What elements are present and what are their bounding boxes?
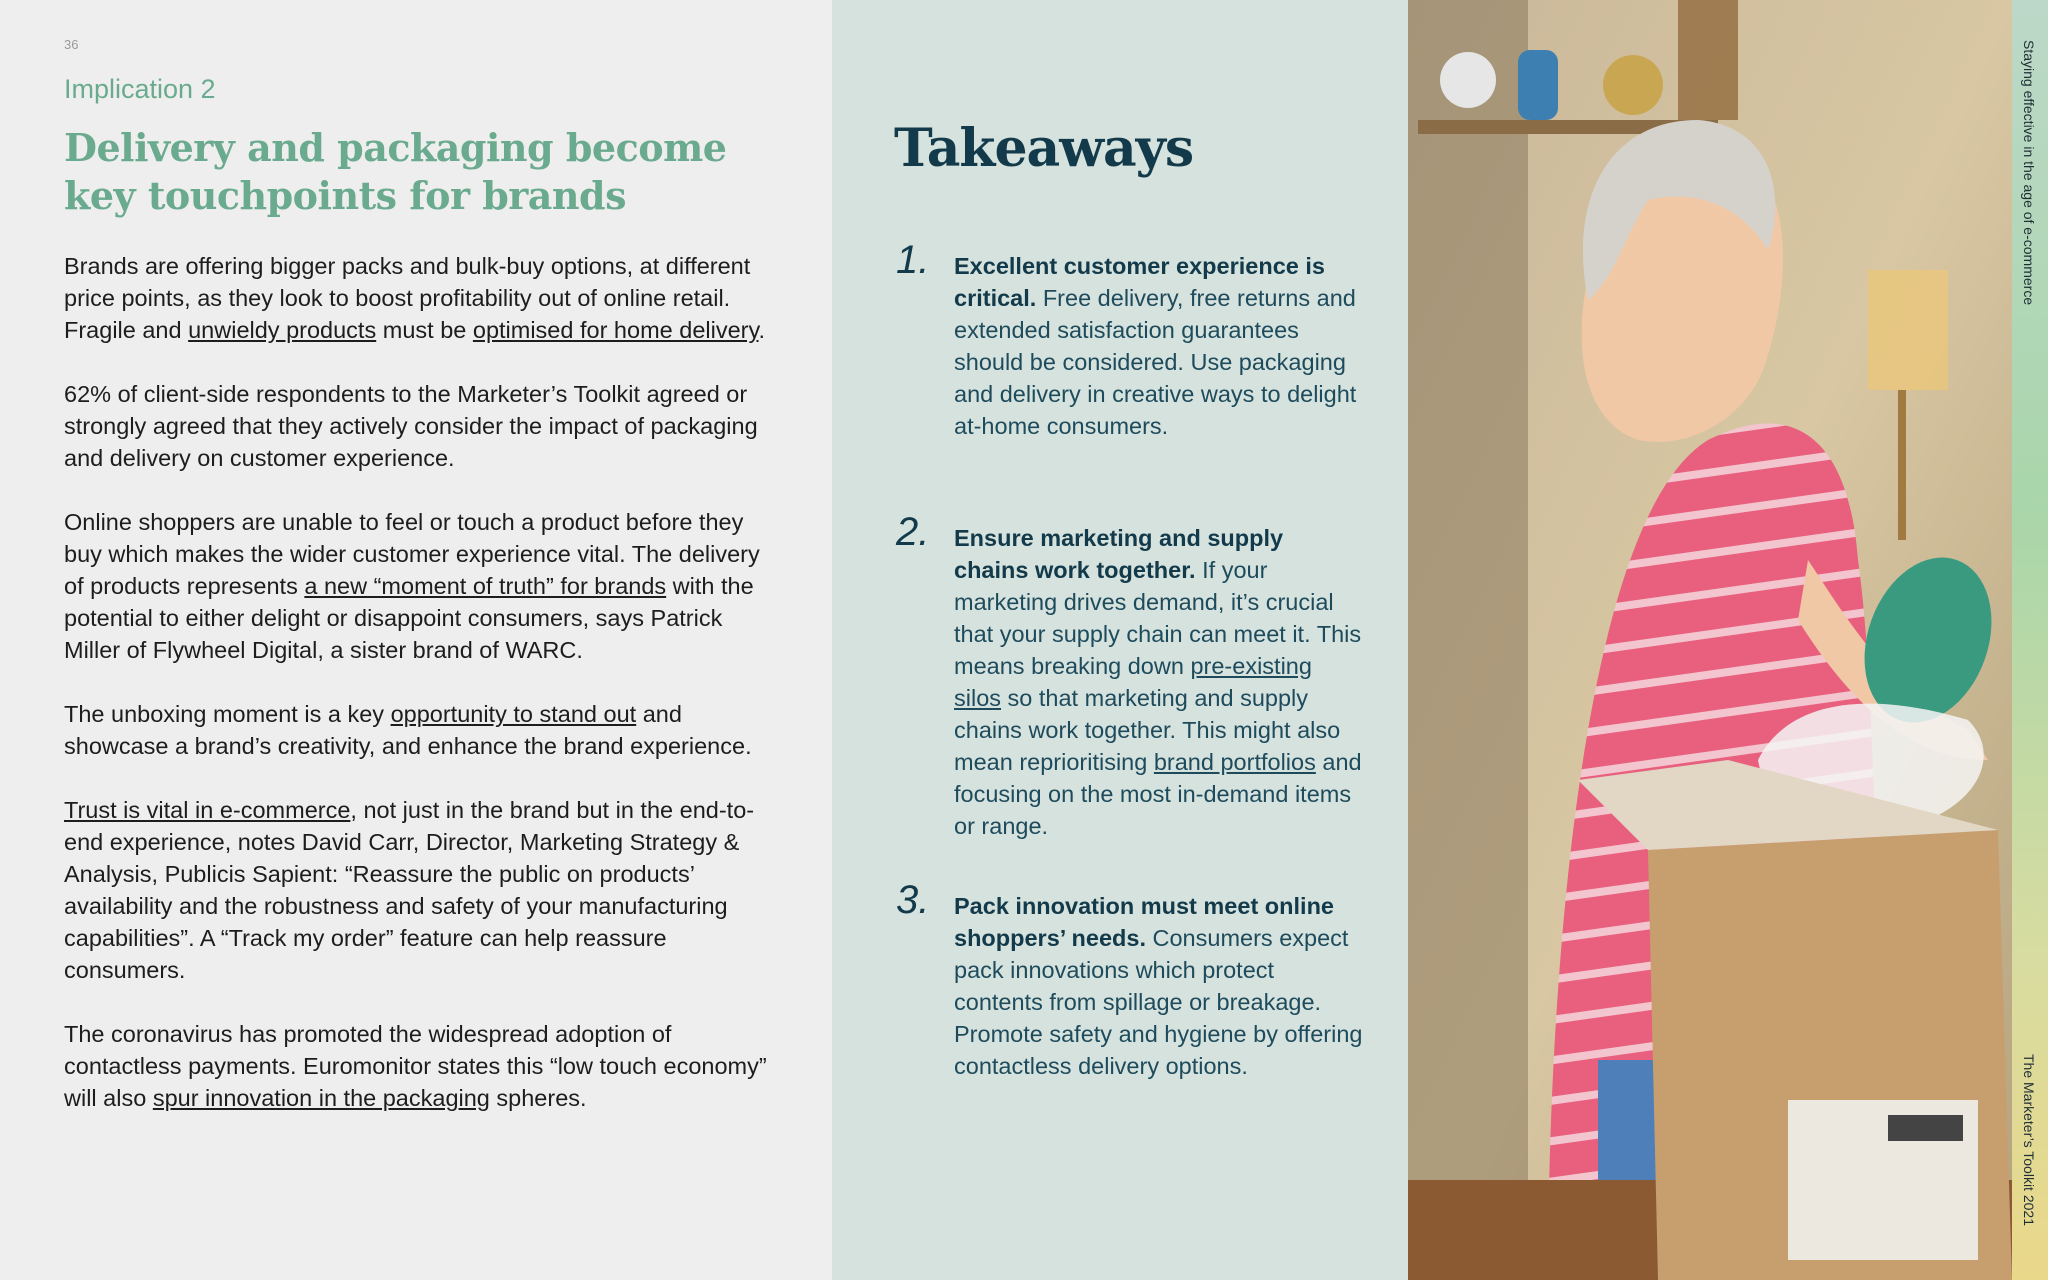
paragraph-text: with the potential to either delight or disappoint consumers, says Patrick Miller of Flywheel Digital, a sister brand of WARC. — [64, 573, 754, 663]
sidebar-bottom-text: The Marketer’s Toolkit 2021 — [2021, 1054, 2037, 1226]
paragraph-3 — [64, 506, 774, 666]
paragraph-text: . — [758, 317, 766, 343]
link-moment-of-truth[interactable]: a new “moment of truth” for brands — [304, 573, 667, 599]
takeaways-title: Takeaways — [894, 118, 1194, 179]
implication-label: Implication 2 — [64, 74, 216, 104]
paragraph-text: The coronavirus has promoted the widespread adoption of contactless payments. Euromonitor states this “low touch economy” will also — [64, 1021, 767, 1111]
takeaway-body: Free delivery, free returns and extended satisfaction guarantees should be considered. Use packaging and delivery in creative ways to delight at-home consumers. — [954, 285, 1357, 439]
takeaway-body: and focusing on the most in-demand items or range. — [954, 749, 1362, 839]
takeaway-number: 1. — [896, 238, 930, 282]
takeaway-body: so that marketing and supply chains work together. This might also mean reprioritising — [954, 685, 1341, 775]
paragraph-text: must be — [376, 317, 473, 343]
paragraph-5 — [64, 794, 774, 986]
takeaway-body: Consumers expect pack innovations which protect contents from spillage or breakage. Promote safety and hygiene by offering contactless delivery options. — [954, 925, 1363, 1079]
takeaway-heading: Excellent customer experience is critical. — [954, 253, 1325, 311]
link-spur-innovation[interactable]: spur innovation in the packaging — [152, 1085, 490, 1111]
paragraph-text: Online shoppers are unable to feel or touch a product before they buy which makes the wider customer experience vital. The delivery of products represents — [64, 509, 760, 599]
paragraph-text: spheres. — [489, 1085, 587, 1111]
link-unwieldy-products[interactable]: unwieldy products — [188, 317, 377, 343]
takeaway-text — [954, 522, 1364, 842]
paragraph-text: and showcase a brand’s creativity, and enhance the brand experience. — [64, 701, 752, 759]
takeaway-number: 2. — [896, 510, 930, 554]
sidebar-top-text: Staying effective in the age of e-commerce — [2021, 40, 2037, 306]
takeaway-text — [954, 890, 1364, 1082]
link-trust-vital[interactable]: Trust is vital in e-commerce — [64, 797, 351, 823]
article-body — [64, 250, 774, 1146]
takeaway-number: 3. — [896, 878, 930, 922]
link-brand-portfolios[interactable]: brand portfolios — [1153, 749, 1316, 775]
takeaway-heading: Ensure marketing and supply chains work together. — [954, 525, 1284, 583]
takeaway-heading: Pack innovation must meet online shoppers’ needs. — [954, 893, 1334, 951]
page-number: 36 — [64, 37, 79, 52]
paragraph-text: Brands are offering bigger packs and bulk-buy options, at different price points, as they look to boost profitability out of online retail. Fragile and — [64, 253, 751, 343]
paragraph-2: 62% of client-side respondents to the Marketer’s Toolkit agreed or strongly agreed that they actively consider the impact of packaging and delivery on customer experience. — [64, 381, 758, 471]
paragraph-text: The unboxing moment is a key — [64, 701, 391, 727]
photo-illustration — [1408, 0, 2012, 1280]
takeaway-text — [954, 250, 1364, 442]
takeaway-item-3 — [894, 878, 1374, 1082]
takeaway-body: If your marketing drives demand, it’s crucial that your supply chain can meet it. This means breaking down — [954, 557, 1362, 679]
paragraph-6 — [64, 1018, 774, 1114]
takeaway-item-1 — [894, 238, 1374, 442]
link-optimised-home-delivery[interactable]: optimised for home delivery — [472, 317, 759, 343]
takeaway-item-2 — [894, 510, 1374, 842]
paragraph-text: , not just in the brand but in the end-to-end experience, notes David Carr, Director, Marketing Strategy & Analysis, Publicis Sapient: “Reassure the public on products’ availability and the robustness and safety of your manufacturing capabilities”. A “Track my order” feature can help reassure consumers. — [64, 797, 755, 983]
woman-unboxing-photo — [1408, 0, 2012, 1280]
page-title: Delivery and packaging become key touchpoints for brands — [64, 125, 727, 218]
paragraph-1 — [64, 250, 774, 346]
paragraph-4 — [64, 698, 774, 762]
link-pre-existing-silos[interactable]: pre-existing silos — [954, 653, 1312, 711]
link-opportunity-to-stand-out[interactable]: opportunity to stand out — [390, 701, 637, 727]
